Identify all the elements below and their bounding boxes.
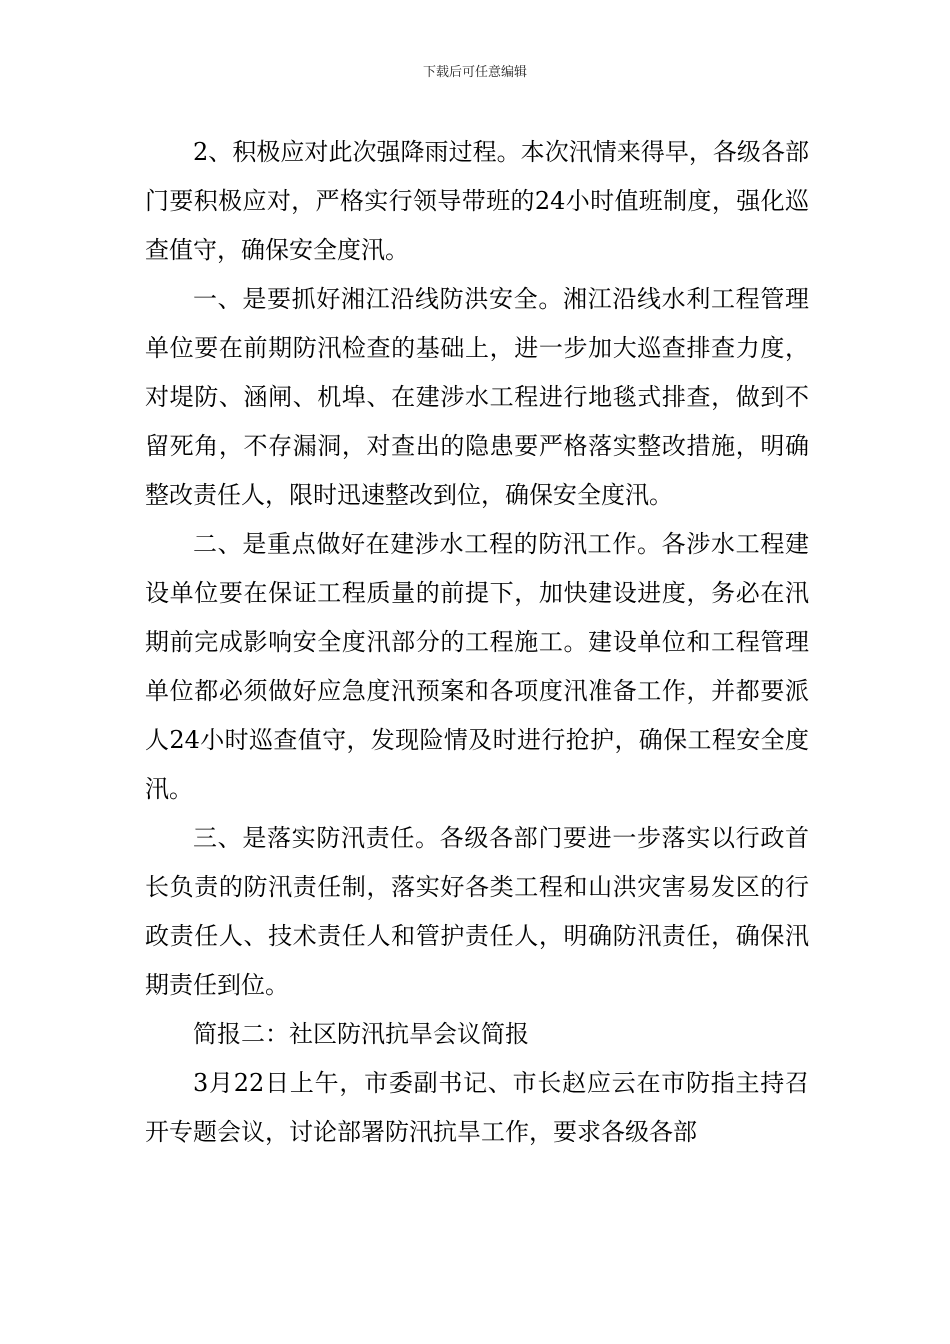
document-body	[145, 128, 809, 1157]
paragraph-flood-responsibility: 三、是落实防汛责任。各级各部门要进一步落实以行政首长负责的防汛责任制，落实好各类工程和山洪灾害易发区的行政责任人、技术责任人和管护责任人，明确防汛责任，确保汛期责任到位。	[145, 824, 809, 999]
paragraph-meeting-summary: 3月22日上午，市委副书记、市长赵应云在市防指主持召开专题会议，讨论部署防汛抗旱工作，要求各级各部	[145, 1069, 809, 1146]
header-note: 下载后可任意编辑	[422, 65, 527, 80]
section-heading-briefing-two: 简报二：社区防汛抗旱会议简报	[193, 1020, 529, 1048]
paragraph-construction-flood-work: 二、是重点做好在建涉水工程的防汛工作。各涉水工程建设单位要在保证工程质量的前提下，加快建设进度，务必在汛期前完成影响安全度汛部分的工程施工。建设单位和工程管理单位都必须做好应急度汛预案和各项度汛准备工作，并都要派人24小时巡查值守，发现险情及时进行抢护，确保工程安全度汛。	[145, 530, 809, 803]
paragraph-heavy-rain-response: 2、积极应对此次强降雨过程。本次汛情来得早，各级各部门要积极应对，严格实行领导带班的24小时值班制度，强化巡查值守，确保安全度汛。	[145, 138, 809, 264]
paragraph-xiangjiang-flood-safety: 一、是要抓好湘江沿线防洪安全。湘江沿线水利工程管理单位要在前期防汛检查的基础上，进一步加大巡查排查力度，对堤防、涵闸、机埠、在建涉水工程进行地毯式排查，做到不留死角，不存漏洞，对查出的隐患要严格落实整改措施，明确整改责任人，限时迅速整改到位，确保安全度汛。	[145, 285, 809, 509]
